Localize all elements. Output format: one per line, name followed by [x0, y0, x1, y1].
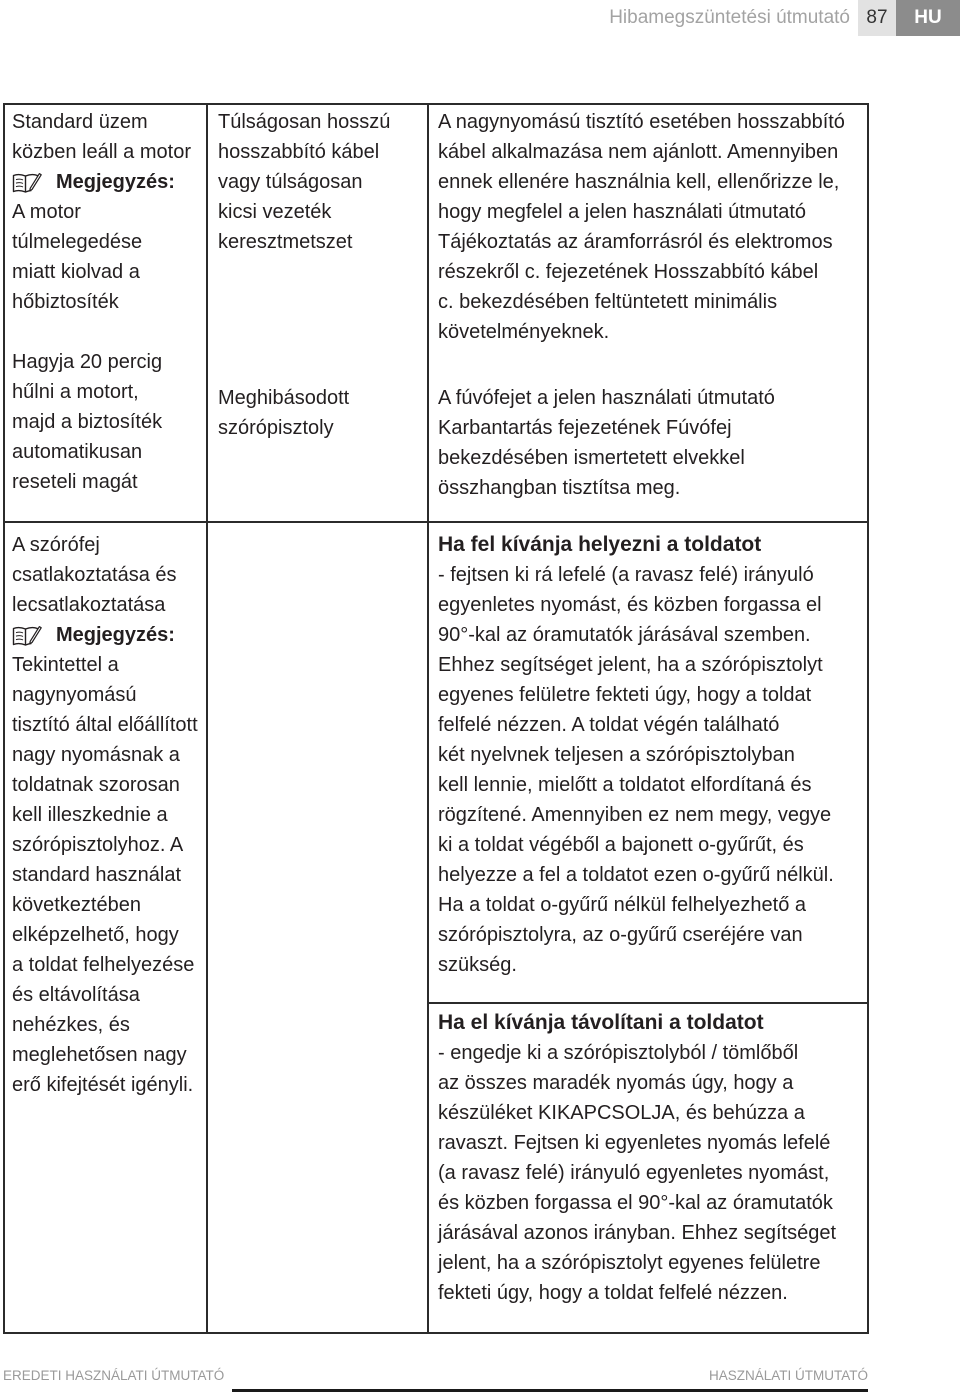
remedy-line: és közben forgassa el 90°-kal az óramutatók	[438, 1192, 833, 1214]
remedy-cell	[438, 383, 775, 503]
remedy-line: Ehhez segítséget jelent, ha a szórópisztolyt	[438, 654, 823, 676]
remedy-cell	[438, 107, 845, 347]
remedy-line: Tájékoztatás az áramforrásról és elektromos	[438, 231, 833, 253]
note-line: toldatnak szorosan	[12, 774, 180, 796]
note-heading	[12, 620, 198, 650]
remedy-line: ennek ellenére használnia kell, ellenőrizze le,	[438, 171, 840, 193]
note-line: Tekintettel a	[12, 654, 119, 676]
remedy-line: Ha a toldat o-gyűrű nélkül felhelyezhető a	[438, 894, 807, 916]
row-divider	[427, 1002, 869, 1004]
note-label: Megjegyzés:	[56, 171, 175, 193]
note-line: miatt kiolvad a	[12, 261, 140, 283]
solution-line: hűlni a motort,	[12, 381, 139, 403]
cause-line: vagy túlságosan	[218, 171, 363, 193]
remedy-line: (a ravasz felé) irányuló egyenletes nyomást,	[438, 1162, 830, 1184]
note-label: Megjegyzés:	[56, 624, 175, 646]
cause-line: hosszabbító kábel	[218, 141, 380, 163]
remedy-line: szórópisztolyra, az o-gyűrű cseréjére van	[438, 924, 803, 946]
remedy-line: - fejtsen ki rá lefelé (a ravasz felé) irányuló	[438, 564, 814, 586]
solution-line: automatikusan	[12, 441, 143, 463]
remedy-line: egyenes felületre fekteti úgy, hogy a toldat	[438, 684, 812, 706]
remedy-line: összhangban tisztítsa meg.	[438, 477, 681, 499]
note-line: túlmelegedése	[12, 231, 143, 253]
note-icon	[12, 170, 42, 194]
note-line: következtében	[12, 894, 141, 916]
page-number: 87	[858, 0, 896, 36]
remedy-line: két nyelvnek teljesen a szórópisztolyban	[438, 744, 795, 766]
remedy-line: A fúvófejet a jelen használati útmutató	[438, 387, 775, 409]
note-line: és eltávolítása	[12, 984, 140, 1006]
remedy-cell	[438, 530, 834, 980]
note-line: nagynyomású	[12, 684, 137, 706]
remedy-line: rögzítené. Amennyiben ez nem megy, vegye	[438, 804, 832, 826]
remedy-heading: Ha fel kívánja helyezni a toldatot	[438, 533, 762, 556]
problem-title-line: A szórófej	[12, 534, 100, 556]
remedy-line: 90°-kal az óramutatók járásával szemben.	[438, 624, 811, 646]
remedy-line: hogy megfelel a jelen használati útmutató	[438, 201, 807, 223]
cause-cell	[218, 383, 349, 443]
note-line: nagy nyomásnak a	[12, 744, 180, 766]
problem-title-line: közben leáll a motor	[12, 141, 191, 163]
note-line: standard használat	[12, 864, 182, 886]
problem-cell	[12, 530, 198, 1100]
remedy-line: kábel alkalmazása nem ajánlott. Amennyiben	[438, 141, 839, 163]
problem-cell	[12, 107, 191, 497]
column-divider	[206, 103, 208, 1334]
footer-divider	[232, 1389, 868, 1392]
note-heading	[12, 167, 191, 197]
note-icon	[12, 623, 42, 647]
footer-right-label: HASZNÁLATI ÚTMUTATÓ	[708, 1368, 868, 1383]
remedy-line: c. bekezdésében feltüntetett minimális	[438, 291, 778, 313]
solution-line: reseteli magát	[12, 471, 138, 493]
remedy-line: helyezze a fel a toldatot ezen o-gyűrű nélkül.	[438, 864, 834, 886]
problem-title-line: lecsatlakoztatása	[12, 594, 166, 616]
cause-line: szórópisztoly	[218, 417, 334, 439]
note-line: hőbiztosíték	[12, 291, 119, 313]
note-line: a toldat felhelyezése	[12, 954, 195, 976]
remedy-line: kell lennie, mielőtt a toldatot elfordítaná és	[438, 774, 812, 796]
solution-line: majd a biztosíték	[12, 411, 163, 433]
remedy-line: ravaszt. Fejtsen ki egyenletes nyomás lefelé	[438, 1132, 831, 1154]
note-line: tisztító által előállított	[12, 714, 198, 736]
remedy-line: követelményeknek.	[438, 321, 610, 343]
cause-line: Túlságosan hosszú	[218, 111, 391, 133]
cause-cell	[218, 107, 390, 257]
solution-line: Hagyja 20 percig	[12, 351, 163, 373]
remedy-line: Karbantartás fejezetének Fúvófej	[438, 417, 732, 439]
note-line: A motor	[12, 201, 81, 223]
remedy-line: A nagynyomású tisztító esetében hosszabbító	[438, 111, 845, 133]
row-divider	[3, 521, 869, 523]
remedy-line: járásával azonos irányban. Ehhez segítséget	[438, 1222, 837, 1244]
remedy-line: egyenletes nyomást, és közben forgassa el	[438, 594, 822, 616]
note-line: kell illeszkednie a	[12, 804, 168, 826]
remedy-heading: Ha el kívánja távolítani a toldatot	[438, 1011, 764, 1034]
remedy-line: részekről c. fejezetének Hosszabbító kábel	[438, 261, 819, 283]
remedy-line: ki a toldat végéből a bajonett o-gyűrűt, és	[438, 834, 804, 856]
note-line: nehézkes, és	[12, 1014, 130, 1036]
cause-line: kicsi vezeték	[218, 201, 332, 223]
remedy-line: felfelé nézzen. A toldat végén található	[438, 714, 780, 736]
note-line: elképzelhető, hogy	[12, 924, 179, 946]
footer-left-label: EREDETI HASZNÁLATI ÚTMUTATÓ	[3, 1368, 225, 1383]
note-line: szórópisztolyhoz. A	[12, 834, 184, 856]
remedy-line: fekteti úgy, hogy a toldat felfelé nézzen.	[438, 1282, 788, 1304]
remedy-line: bekezdésében ismertetett elvekkel	[438, 447, 745, 469]
note-line: erő kifejtését igényli.	[12, 1074, 194, 1096]
remedy-cell	[438, 1008, 836, 1308]
cause-line: keresztmetszet	[218, 231, 353, 253]
remedy-line: készüléket KIKAPCSOLJA, és behúzza a	[438, 1102, 805, 1124]
problem-title-line: Standard üzem	[12, 111, 148, 133]
remedy-line: szükség.	[438, 954, 517, 976]
problem-title-line: csatlakoztatása és	[12, 564, 177, 586]
section-title: Hibamegszüntetési útmutató	[609, 7, 850, 28]
note-line: meglehetősen nagy	[12, 1044, 187, 1066]
language-code: HU	[896, 0, 960, 36]
remedy-line: jelent, ha a szórópisztolyt egyenes felületre	[438, 1252, 821, 1274]
remedy-line: az összes maradék nyomás úgy, hogy a	[438, 1072, 794, 1094]
cause-line: Meghibásodott	[218, 387, 350, 409]
column-divider	[427, 103, 429, 1334]
remedy-line: - engedje ki a szórópisztolyból / tömlőből	[438, 1042, 799, 1064]
